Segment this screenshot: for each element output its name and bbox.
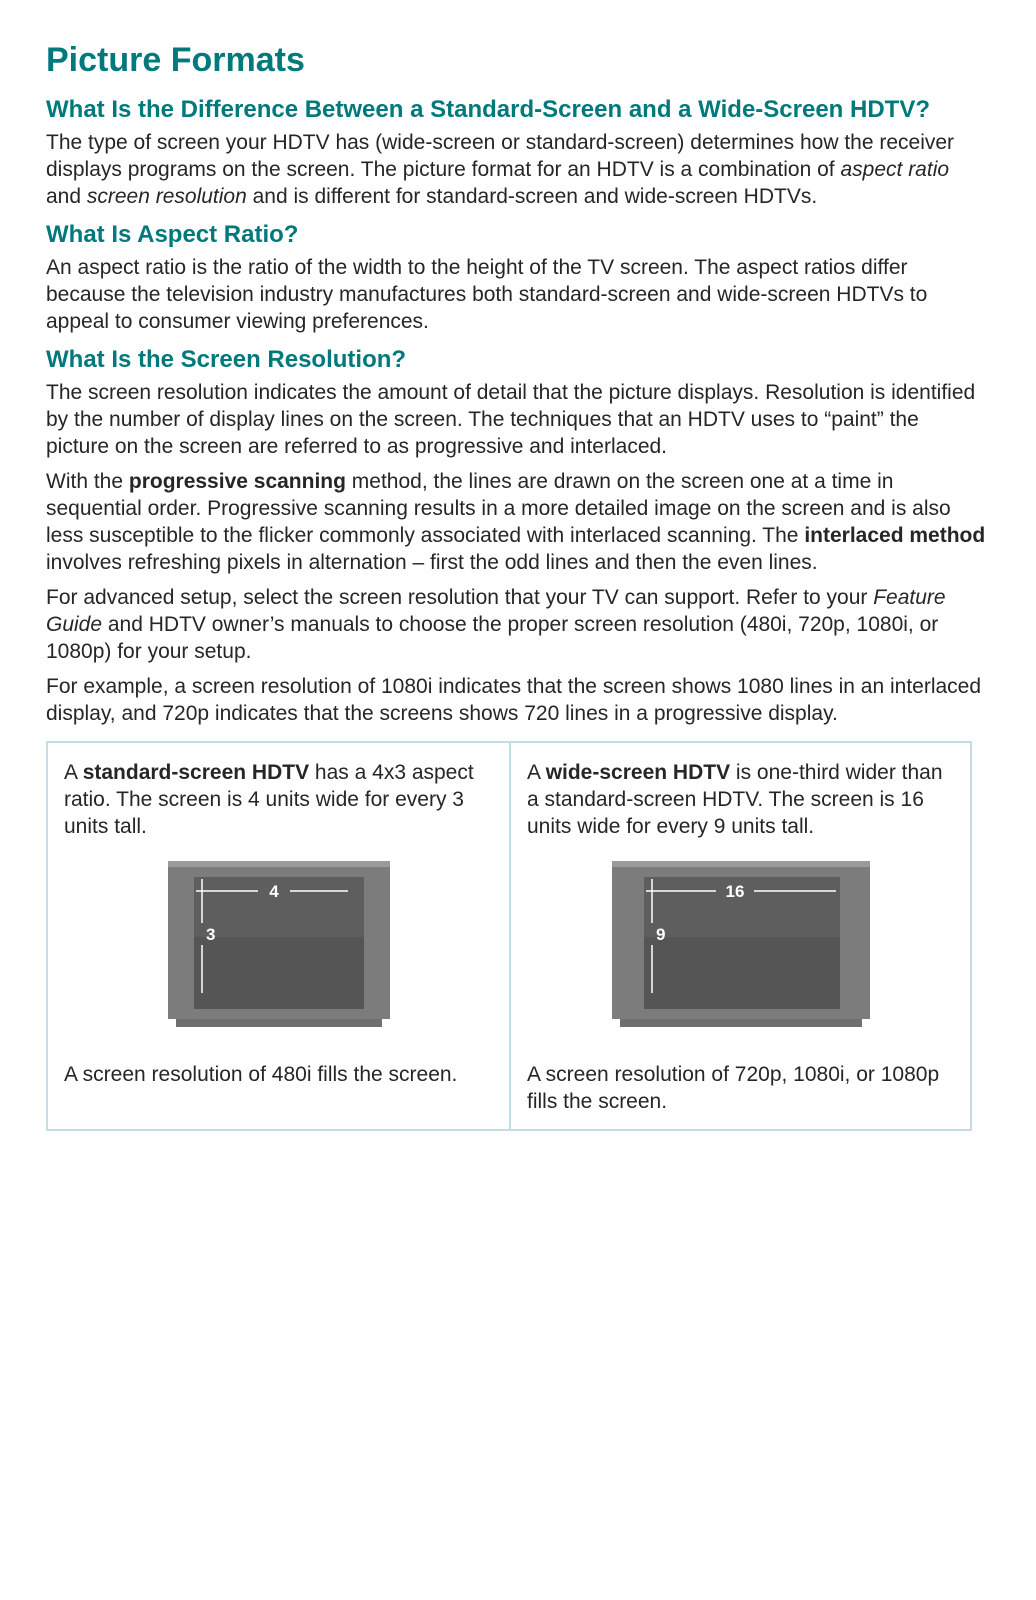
paragraph-advanced-setup: For advanced setup, select the screen resolution that your TV can support. Refer to your Feature Guide and HDTV owner’s manuals to choose the proper screen resolution (480i, 720p, 1080i, or 1080p) for your setup. <box>46 585 946 663</box>
standard-screen-description: A standard-screen HDTV has a 4x3 aspect ratio. The screen is 4 units wide for every 3 units tall. <box>64 760 474 838</box>
standard-width-label: 4 <box>268 881 279 901</box>
paragraph-aspect-ratio: An aspect ratio is the ratio of the width to the height of the TV screen. The aspect ratios differ because the television industry manufactures both standard-screen and wide-screen HDTVs to appeal to consumer viewing preferences. <box>46 255 928 333</box>
paragraph-resolution-intro: The screen resolution indicates the amount of detail that the picture displays. Resolution is identified by the number of display lines on the screen. The techniques that an HDTV uses to “paint” the picture on the screen are referred to as progressive and interlaced. <box>46 380 976 458</box>
standard-height-label: 3 <box>205 924 215 944</box>
paragraph-difference: The type of screen your HDTV has (wide-screen or standard-screen) determines how the receiver displays programs on the screen. The picture format for an HDTV is a combination of aspect ratio and screen resolution and is different for standard-screen and wide-screen HDTVs. <box>46 130 955 208</box>
wide-screen-description: A wide-screen HDTV is one-third wider than a standard-screen HDTV. The screen is 16 units wide for every 9 units tall. <box>527 760 943 838</box>
paragraph-scanning-methods: With the progressive scanning method, the lines are drawn on the screen one at a time in sequential order. Progressive scanning results in a more detailed image on the screen and is also less susceptible to the flicker commonly associated with interlaced scanning. The interlaced method involves refreshing pixels in alternation – first the odd lines and then the even lines. <box>46 469 986 574</box>
section-heading-resolution: What Is the Screen Resolution? <box>46 345 407 373</box>
standard-screen-cell <box>48 743 509 1129</box>
comparison-table <box>46 741 972 1131</box>
wide-screen-caption: A screen resolution of 720p, 1080i, or 1080p fills the screen. <box>527 1062 940 1113</box>
wide-height-label: 9 <box>655 924 665 944</box>
standard-tv-illustration <box>168 861 390 1029</box>
page-title: Picture Formats <box>46 41 305 79</box>
wide-width-label: 16 <box>725 881 744 901</box>
section-heading-aspect-ratio: What Is Aspect Ratio? <box>46 220 299 248</box>
paragraph-example: For example, a screen resolution of 1080i indicates that the screen shows 1080 lines in an interlaced display, and 720p indicates that the screens shows 720 lines in a progressive display. <box>46 674 982 725</box>
standard-screen-caption: A screen resolution of 480i fills the screen. <box>64 1062 458 1086</box>
wide-screen-cell <box>509 743 970 1129</box>
content <box>46 40 986 1131</box>
wide-tv-illustration <box>612 861 870 1029</box>
section-heading-difference: What Is the Difference Between a Standard-Screen and a Wide-Screen HDTV? <box>46 95 930 123</box>
